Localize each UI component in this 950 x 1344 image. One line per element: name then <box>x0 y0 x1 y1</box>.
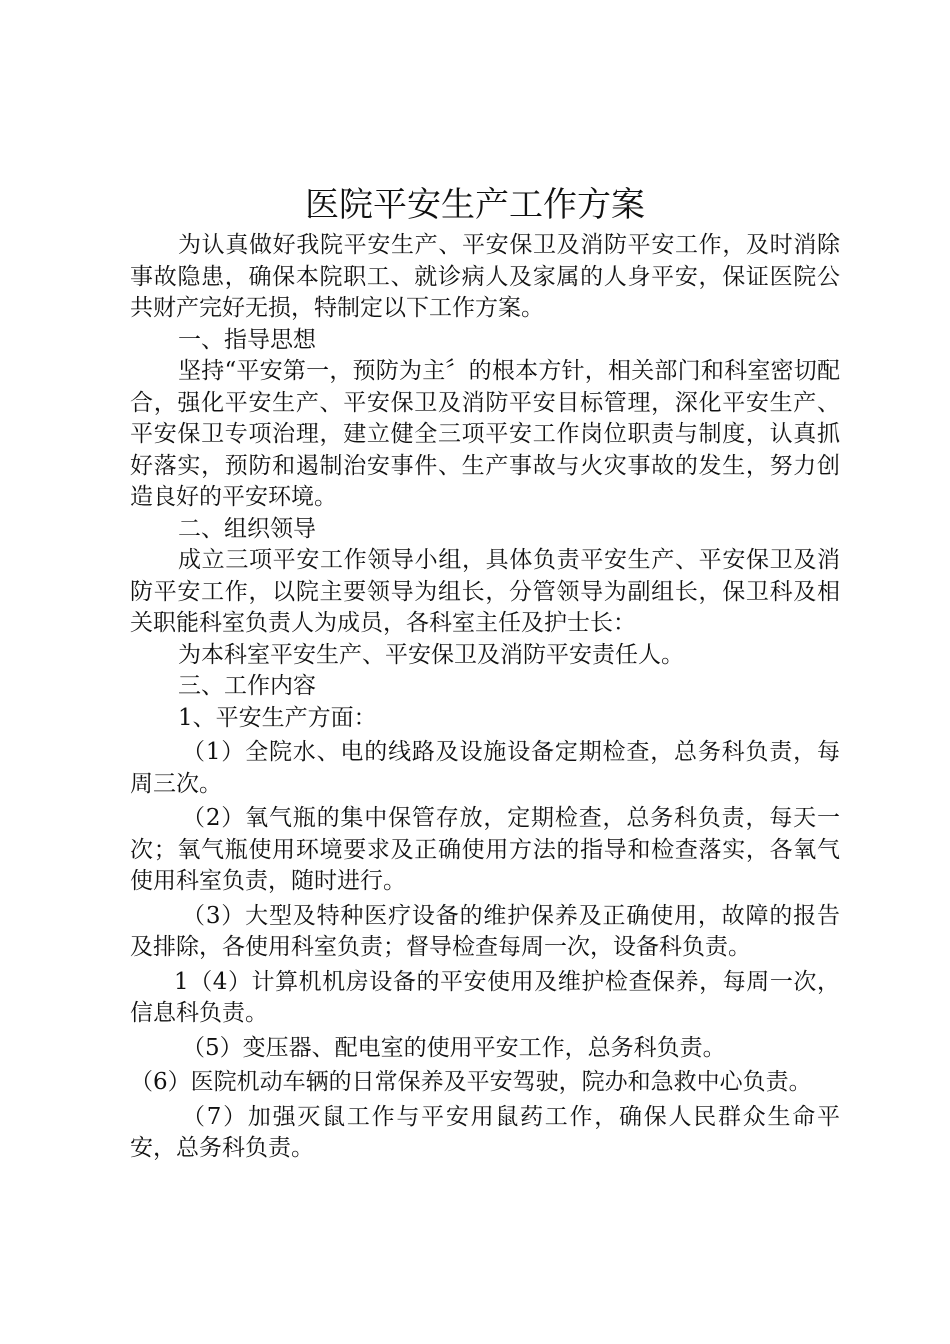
section-heading-guiding-principle: 一、指导思想 <box>178 326 316 353</box>
document-body <box>130 230 840 1165</box>
organization-paragraph: 成立三项平安工作领导小组，具体负责平安生产、平安保卫及消防平安工作，以院主要领导为组长，分管领导为副组长，保卫科及相关职能科室负责人为成员，各科室主任及护士长： <box>130 547 840 636</box>
list-item-1: （1）全院水、电的线路及设施设备定期检查，总务科负责，每周三次。 <box>130 739 840 797</box>
list-item-3: （3）大型及特种医疗设备的维护保养及正确使用，故障的报告及排除，各使用科室负责；督导检查每周一次，设备科负责。 <box>130 902 840 960</box>
guiding-principle-paragraph: 坚持“平安第一，预防为主〞的根本方针，相关部门和科室密切配合，强化平安生产、平安保卫及消防平安目标管理，深化平安生产、平安保卫专项治理，建立健全三项平安工作岗位职责与制度，认真抓好落实，预防和遏制治安事件、生产事故与火灾事故的发生，努力创造良好的平安环境。 <box>130 358 840 510</box>
document-title: 医院平安生产工作方案 <box>305 185 645 225</box>
section-heading-organization: 二、组织领导 <box>178 515 316 542</box>
responsible-person-paragraph: 为本科室平安生产、平安保卫及消防平安责任人。 <box>178 641 684 668</box>
intro-paragraph: 为认真做好我院平安生产、平安保卫及消防平安工作，及时消除事故隐患，确保本院职工、就诊病人及家属的人身平安，保证医院公共财产完好无损，特制定以下工作方案。 <box>130 232 840 321</box>
section-heading-work-content: 三、工作内容 <box>178 673 316 699</box>
subsection-heading-production-safety: 1、平安生产方面： <box>178 704 377 731</box>
list-item-5: （5）变压器、配电室的使用平安工作，总务科负责。 <box>182 1034 726 1061</box>
list-item-6: （6）医院机动车辆的日常保养及平安驾驶，院办和急救中心负责。 <box>130 1069 812 1095</box>
list-item-2: （2）氧气瓶的集中保管存放，定期检查，总务科负责，每天一次；氧气瓶使用环境要求及正确使用方法的指导和检查落实，各氧气使用科室负责，随时进行。 <box>130 805 840 894</box>
list-item-4: 1（4）计算机机房设备的平安使用及维护检查保养，每周一次，信息科负责。 <box>130 968 840 1026</box>
list-item-7: （7）加强灭鼠工作与平安用鼠药工作，确保人民群众生命平安，总务科负责。 <box>130 1103 840 1161</box>
